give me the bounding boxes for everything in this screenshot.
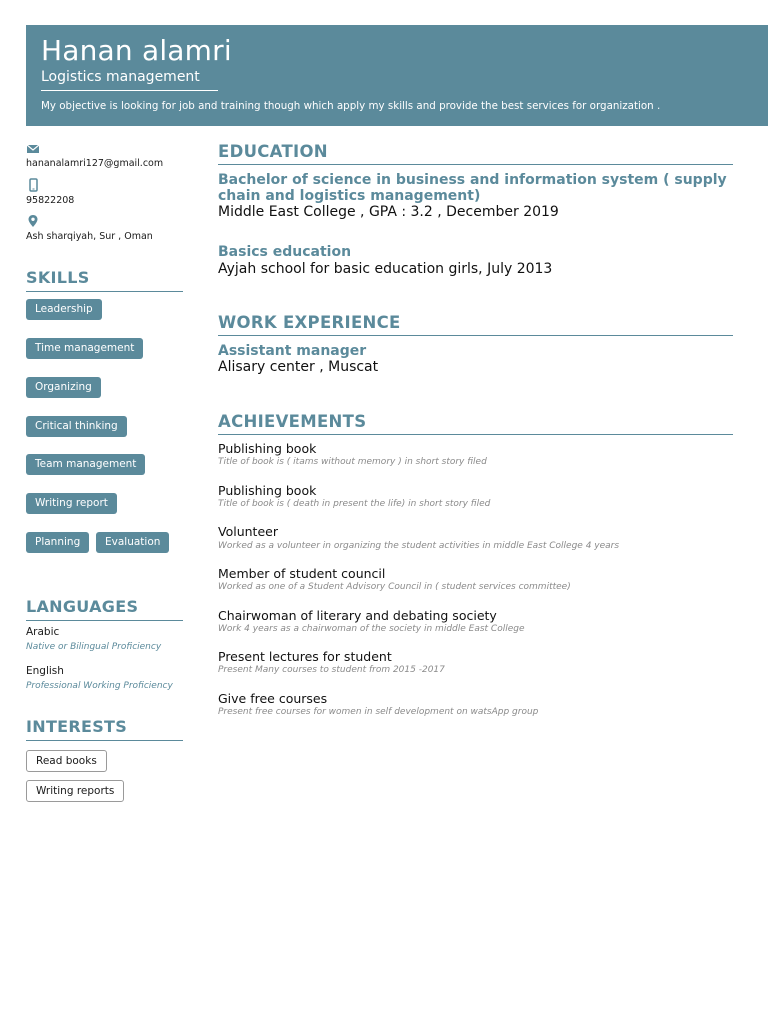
skill-badge: Leadership xyxy=(26,299,102,320)
work-experience-heading: WORK EXPERIENCE xyxy=(218,313,733,336)
skill-badge: Critical thinking xyxy=(26,416,127,437)
location-pin-icon xyxy=(26,214,40,228)
envelope-icon xyxy=(26,142,40,156)
interests-heading: INTERESTS xyxy=(26,717,183,741)
achievement-desc: Work 4 years as a chairwoman of the society in middle East College xyxy=(218,624,525,634)
language-level: Professional Working Proficiency xyxy=(26,681,173,691)
achievement-desc: Worked as a volunteer in organizing the student activities in middle East College 4 years xyxy=(218,541,620,551)
skill-badge: Evaluation xyxy=(96,532,169,553)
achievement-title: Give free courses xyxy=(218,691,328,706)
skill-badge: Planning xyxy=(26,532,89,553)
education-heading: EDUCATION xyxy=(218,142,733,165)
achievement-title: Publishing book xyxy=(218,441,317,456)
education-degree: Bachelor of science in business and information system ( supply chain and logistics management) xyxy=(218,172,727,204)
achievement-desc: Title of book is ( itams without memory ) in short story filed xyxy=(218,457,487,467)
achievement-desc: Present free courses for women in self development on watsApp group xyxy=(218,707,539,717)
education-detail: Ayjah school for basic education girls, July 2013 xyxy=(218,261,553,277)
skill-badge: Writing report xyxy=(26,493,117,514)
achievement-title: Present lectures for student xyxy=(218,649,392,664)
achievement-title: Volunteer xyxy=(218,524,278,539)
job-title: Assistant manager xyxy=(218,343,367,359)
skills-heading: SKILLS xyxy=(26,268,183,292)
languages-heading: LANGUAGES xyxy=(26,597,183,621)
achievement-title: Member of student council xyxy=(218,566,386,581)
language-level: Native or Bilingual Proficiency xyxy=(26,642,162,652)
education-degree: Basics education xyxy=(218,244,352,260)
objective-statement: My objective is looking for job and training though which apply my skills and provide the best services for organization . xyxy=(41,100,661,112)
language-name: Arabic xyxy=(26,626,60,638)
phone-text: 95822208 xyxy=(26,195,75,206)
job-place: Alisary center , Muscat xyxy=(218,359,379,375)
achievement-desc: Title of book is ( death in present the life) in short story filed xyxy=(218,499,491,509)
role-underline xyxy=(41,90,218,91)
achievement-title: Chairwoman of literary and debating society xyxy=(218,608,497,623)
achievement-desc: Present Many courses to student from 2015 -2017 xyxy=(218,665,445,675)
phone-icon xyxy=(26,178,40,192)
skill-badge: Team management xyxy=(26,454,145,475)
skill-badge: Organizing xyxy=(26,377,101,398)
candidate-name: Hanan alamri xyxy=(41,34,232,67)
skill-badge: Time management xyxy=(26,338,143,359)
interest-tag: Read books xyxy=(26,750,107,772)
language-name: English xyxy=(26,665,64,677)
achievements-heading: ACHIEVEMENTS xyxy=(218,412,733,435)
education-detail: Middle East College , GPA : 3.2 , December 2019 xyxy=(218,204,559,220)
header-band xyxy=(26,25,768,126)
achievement-title: Publishing book xyxy=(218,483,317,498)
location-text: Ash sharqiyah, Sur , Oman xyxy=(26,231,153,242)
candidate-role: Logistics management xyxy=(41,69,200,85)
email-text: hananalamri127@gmail.com xyxy=(26,158,164,169)
interest-tag: Writing reports xyxy=(26,780,124,802)
achievement-desc: Worked as one of a Student Advisory Council in ( student services committee) xyxy=(218,582,571,592)
